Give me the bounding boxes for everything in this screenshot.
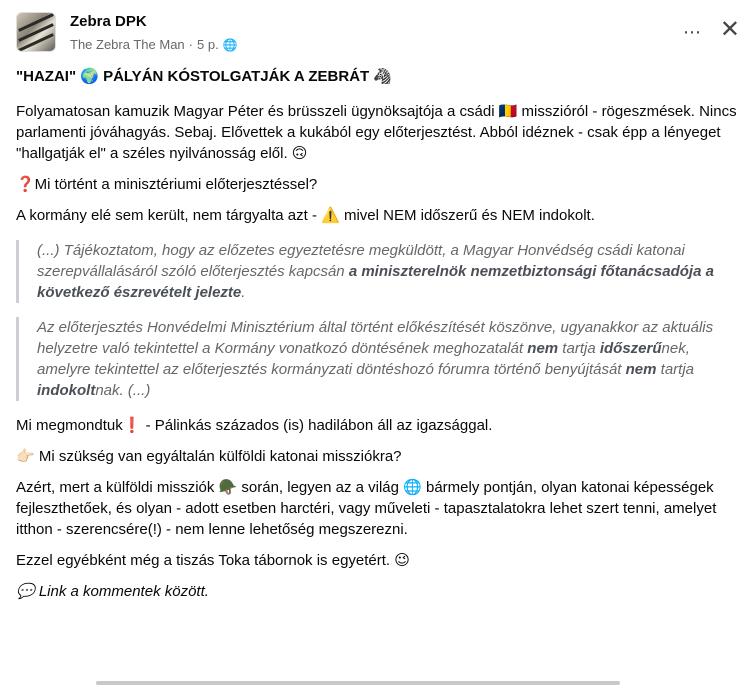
quote-2-bold-indokolt: indokolt xyxy=(37,382,96,399)
close-icon[interactable]: ✕ xyxy=(719,16,740,43)
quote-1-text-a: (...) Tájékoztatom, hogy az előzetes egyeztetésre megküldött, a Magyar Honvédség csádi katonai szerepvállalásáról szóló előterjesztés kapcsán xyxy=(37,242,685,280)
quote-2-text-g: tartja xyxy=(656,361,694,378)
author-name[interactable]: Zebra DPK xyxy=(70,13,147,30)
quote-2-bold-nem-1: nem xyxy=(527,340,559,357)
quote-1 xyxy=(16,240,742,303)
quote-2-text-a: Az előterjesztés Honvédelmi Minisztérium által történt előkészítését köszönve, ugyanakkor az aktuális helyzetre való tekintettel a Kormány vonatkozó döntésének meghozatalát xyxy=(37,319,714,357)
quote-2-text-i: nak. (...) xyxy=(95,382,151,399)
quote-1-text-c: . xyxy=(241,284,246,301)
paragraph-4-text: Mi megmondtuk xyxy=(16,417,123,434)
post-meta xyxy=(70,37,238,52)
audience-icon[interactable]: 🌐 xyxy=(222,37,238,52)
quote-2-text-c: tartja xyxy=(558,340,600,357)
post-body xyxy=(16,66,742,612)
quote-2-bold-idoszeru: időszerű xyxy=(599,340,662,357)
scrollbar[interactable] xyxy=(96,681,620,685)
paragraph-5: 👉🏻 Mi szükség van egyáltalán külföldi katonai missziókra? xyxy=(16,448,402,465)
paragraph-6: Azért, mert a külföldi missziók 🪖 során, legyen az a világ 🌐 bármely pontján, olyan katonai képességek fejleszthetőek, és olyan - adott esetben harctéri, vagy műveleti - tapasztalatokra lehet szert tenni, amelyet itthon - szerencsére(!) - nem lenne lehetőség megszerezni. xyxy=(16,479,717,538)
quote-1-bold: a miniszterelnök nemzetbiztonsági főtanácsadója a következő észrevételt jelezte xyxy=(37,263,714,301)
exclamation-icon: ❗ xyxy=(122,417,142,434)
more-options-icon[interactable]: ⋯ xyxy=(683,22,702,42)
paragraph-1: Folyamatosan kamuzik Magyar Péter és brüsszeli ügynöksajtója a csádi 🇹🇩 misszióról - rögeszmések. Nincs parlamenti jóváhagyás. Sebaj. Elővettek a kukából egy előterjesztést. Abból idéznek - csak épp a lényeget "hallgatják el" a széles nyilvánosság elől. 🙃 xyxy=(16,103,737,162)
quote-2 xyxy=(16,317,742,401)
paragraph-2: ❓Mi történt a minisztériumi előterjesztéssel? xyxy=(16,176,318,193)
avatar[interactable] xyxy=(16,12,56,52)
paragraph-7: Ezzel egyébként még a tiszás Toka tábornok is egyetért. 😉 xyxy=(16,552,410,569)
post-title: "HAZAI" 🌍 PÁLYÁN KÓSTOLGATJÁK A ZEBRÁT 🦓 xyxy=(16,68,393,85)
paragraph-4 xyxy=(16,415,742,436)
subauthor-link[interactable]: The Zebra The Man xyxy=(70,37,185,52)
quote-2-bold-nem-2: nem xyxy=(625,361,657,378)
paragraph-4-rest: - Pálinkás százados (is) hadilábon áll az igazsággal. xyxy=(141,417,493,434)
post-header xyxy=(16,12,750,56)
quote-2-text-e: nek, amelyre tekintettel az előterjesztés kormányzati döntéshozó fórumra történő benyújtását xyxy=(37,340,690,378)
paragraph-3: A kormány elé sem került, nem tárgyalta azt - ⚠️ mivel NEM időszerű és NEM indokolt. xyxy=(16,207,595,224)
paragraph-8: 💬 Link a kommentek között. xyxy=(16,583,209,600)
post-time[interactable]: 5 p. xyxy=(197,37,219,52)
meta-separator: · xyxy=(188,37,193,52)
